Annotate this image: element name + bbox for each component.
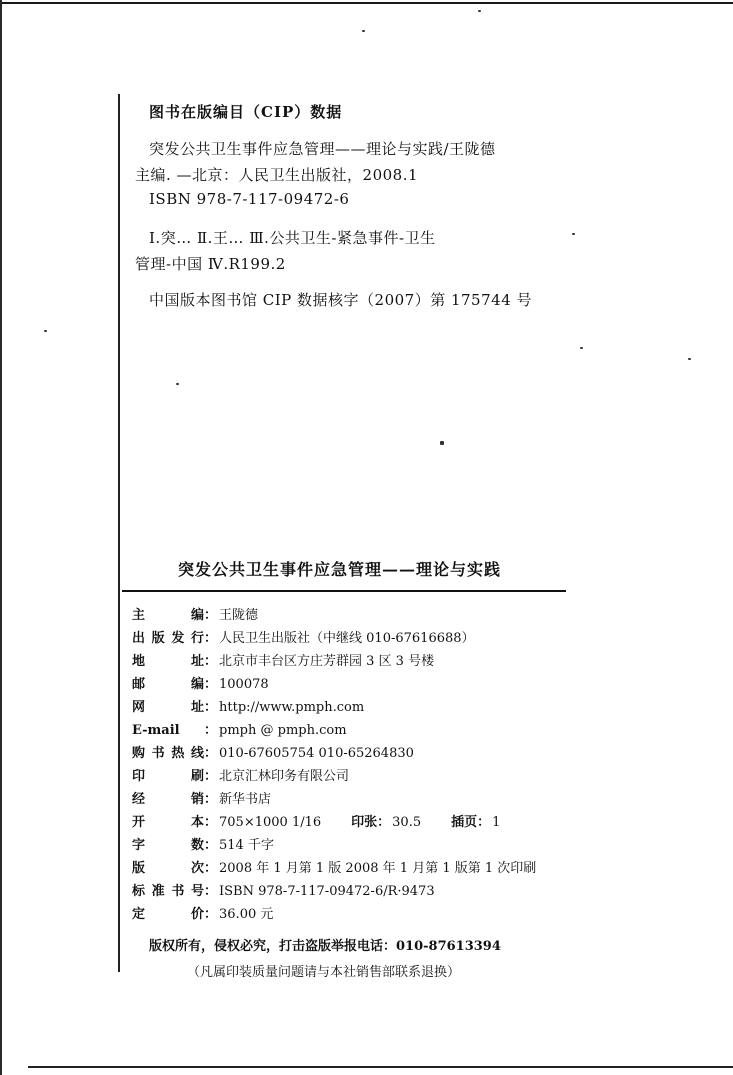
info-value: 北京市丰台区方庄芳群园 3 区 3 号楼 — [219, 654, 435, 669]
info-row-edition: 版次 ： 2008 年 1 月第 1 版 2008 年 1 月第 1 版第 1 次印刷 — [132, 857, 536, 877]
scan-speck — [580, 347, 583, 349]
cip-line: 主编. —北京：人民卫生出版社，2008.1 — [135, 166, 419, 184]
scan-edge-top — [0, 2, 733, 4]
cip-classification: Ⅰ.突… Ⅱ.王… Ⅲ.公共卫生-紧急事件-卫生 — [149, 229, 436, 247]
scan-edge-left — [0, 0, 2, 1075]
info-extra-label: 插页： — [451, 815, 491, 830]
info-row-editor: 主编 ： 王陇德 — [132, 604, 258, 624]
info-label: 版次 — [132, 861, 204, 876]
info-row-isbn: 标准书号 ： ISBN 978-7-117-09472-6/R·9473 — [132, 880, 435, 900]
info-row-postcode: 邮编 ： 100078 — [132, 673, 269, 693]
cip-classification-cont: 管理-中国 Ⅳ.R199.2 — [135, 255, 286, 273]
info-value: 36.00 元 — [219, 907, 274, 922]
info-value: 100078 — [219, 677, 269, 692]
info-label: 开本 — [132, 815, 204, 830]
info-row-hotline: 购书热线 ： 010-67605754 010-65264830 — [132, 742, 414, 762]
info-value: http://www.pmph.com — [219, 700, 365, 715]
info-label: 定价 — [132, 907, 204, 922]
scan-speck — [688, 358, 691, 360]
info-row-publisher: 出版发行 ： 人民卫生出版社（中继线 010-67616688） — [132, 627, 475, 647]
info-value: 010-67605754 010-65264830 — [219, 746, 414, 761]
info-extra-value: 30.5 — [392, 815, 422, 830]
info-value: 王陇德 — [219, 608, 259, 623]
info-value: 新华书店 — [219, 792, 272, 807]
scan-speck — [478, 10, 481, 12]
info-label: 主编 — [132, 608, 204, 623]
cip-isbn: ISBN 978-7-117-09472-6 — [149, 190, 350, 208]
scan-speck — [440, 441, 444, 445]
info-value: pmph @ pmph.com — [219, 723, 347, 738]
scan-edge-bottom — [28, 1066, 733, 1068]
margin-rule — [118, 94, 120, 972]
info-label: 出版发行 — [132, 631, 204, 646]
info-value: ISBN 978-7-117-09472-6/R·9473 — [219, 884, 435, 899]
info-value: 人民卫生出版社（中继线 010-67616688） — [219, 631, 475, 646]
quality-notice: （凡属印装质量问题请与本社销售部联系退换） — [187, 965, 461, 980]
copyright-notice: 版权所有，侵权必究，打击盗版举报电话：010-87613394 — [149, 939, 501, 954]
title-underline — [122, 590, 566, 592]
info-label: 字数 — [132, 838, 204, 853]
scan-speck — [362, 30, 365, 32]
info-row-format: 开本 ： 705×1000 1/16 印张： 30.5 插页： 1 — [132, 811, 500, 831]
scan-speck — [176, 383, 179, 385]
info-row-distributor: 经销 ： 新华书店 — [132, 788, 271, 808]
info-value: 514 千字 — [219, 838, 274, 853]
scan-speck — [572, 233, 575, 235]
info-value: 2008 年 1 月第 1 版 2008 年 1 月第 1 版第 1 次印刷 — [219, 861, 537, 876]
info-row-address: 地址 ： 北京市丰台区方庄芳群园 3 区 3 号楼 — [132, 650, 434, 670]
info-extra-value: 1 — [492, 815, 501, 830]
info-row-email: E-mail ： pmph @ pmph.com — [132, 723, 347, 738]
info-label: 网址 — [132, 700, 204, 715]
cip-record-number: 中国版本图书馆 CIP 数据核字（2007）第 175744 号 — [149, 291, 533, 309]
info-row-wordcount: 字数 ： 514 千字 — [132, 834, 274, 854]
info-value: 705×1000 1/16 — [219, 815, 322, 830]
info-row-printer: 印刷 ： 北京汇林印务有限公司 — [132, 765, 349, 785]
info-label: 标准书号 — [132, 884, 204, 899]
info-label: 邮编 — [132, 677, 204, 692]
book-title: 突发公共卫生事件应急管理——理论与实践 — [178, 560, 502, 579]
cip-line: 突发公共卫生事件应急管理——理论与实践/王陇德 — [149, 140, 496, 158]
info-label: 印刷 — [132, 769, 204, 784]
info-label: E-mail — [132, 723, 180, 738]
scan-speck — [44, 330, 47, 332]
info-extra-label: 印张： — [351, 815, 391, 830]
info-label: 购书热线 — [132, 746, 204, 761]
cip-heading: 图书在版编目（CIP）数据 — [149, 103, 343, 121]
info-label: 经销 — [132, 792, 204, 807]
info-row-price: 定价 ： 36.00 元 — [132, 903, 273, 923]
info-row-website: 网址 ： http://www.pmph.com — [132, 696, 364, 716]
info-value: 北京汇林印务有限公司 — [219, 769, 350, 784]
info-label: 地址 — [132, 654, 204, 669]
